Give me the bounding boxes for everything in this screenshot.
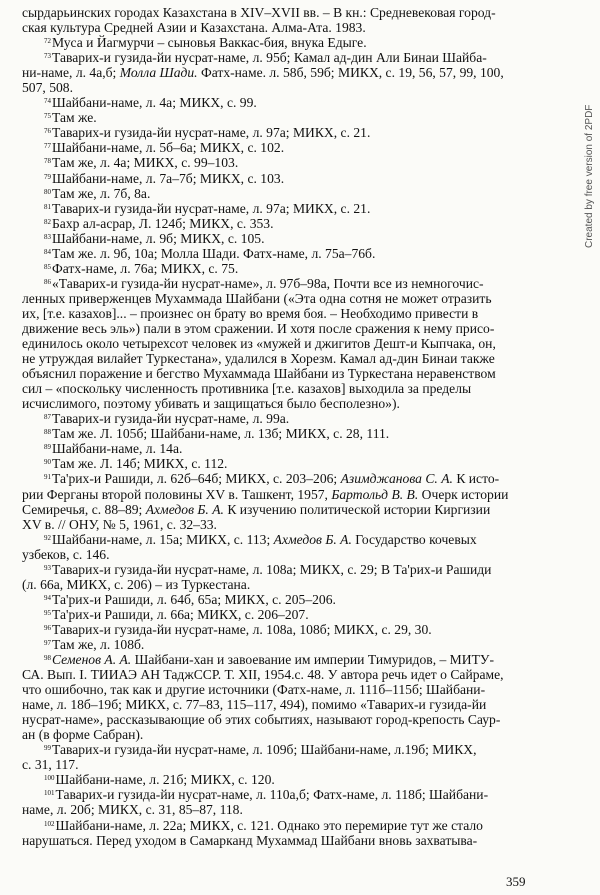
footnotes-block — [22, 5, 568, 848]
footnote-96 — [22, 622, 568, 637]
footnote-number: 79 — [44, 172, 51, 181]
text-line: Муса и Йагмурчи – сыновья Ваккас-бия, внука Едыге. — [52, 35, 367, 51]
text-line: Таварих-и гузида-йи нусрат-наме, л. 108а, 108б; МИКХ, с. 29, 30. — [52, 621, 432, 637]
text-line: ленных приверженцев Мухаммада Шайбани («Эта одна сотня не может отразить — [22, 290, 492, 306]
footnote-90 — [22, 456, 568, 471]
footnote-number: 101 — [44, 789, 55, 798]
text-line: Шайбани-наме, л. 14а. — [52, 441, 183, 457]
text-line: Там же. Л. 105б; Шайбани-наме, л. 13б; МИКХ, с. 28, 111. — [52, 426, 390, 442]
footnote-number: 88 — [44, 428, 51, 437]
text-line: ская культура Средней Азии и Казахстана. Алма-Ата. 1983. — [22, 20, 366, 36]
footnote-85 — [22, 261, 568, 276]
text-line: Шайбани-наме, л. 22а; МИКХ, с. 121. Однако это перемирие тут же стало — [55, 817, 483, 833]
footnote-91 — [22, 471, 568, 531]
footnote-number: 98 — [44, 654, 51, 663]
footnote-number: 89 — [44, 443, 51, 452]
footnote-89 — [22, 441, 568, 456]
footnote-number: 74 — [44, 97, 51, 106]
footnote-83 — [22, 231, 568, 246]
text-line: Таварих-и гузида-йи нусрат-наме, л. 97а; МИКХ, с. 21. — [52, 200, 371, 216]
footnote-72 — [22, 35, 568, 50]
footnote-number: 75 — [44, 112, 51, 121]
text-line: ни-наме, л. 4а,б; Молла Шади. Фатх-наме. л. 58б, 59б; МИКХ, с. 19, 56, 57, 99, 100, — [22, 65, 504, 81]
text-line: Таварих-и гузида-йи нусрат-наме, л. 99а. — [52, 411, 290, 427]
text-line: Та'рих-и Рашиди, л. 64б, 65а; МИКХ, с. 205–206. — [52, 591, 336, 607]
text-line: что ошибочно, так как и другие источники (Фатх-наме, л. 111б–115б; Шайбани- — [22, 682, 486, 698]
text-line: XV в. // ОНУ, № 5, 1961, с. 32–33. — [22, 516, 217, 532]
text-line: Шайбани-наме, л. 21б; МИКХ, с. 120. — [55, 772, 275, 788]
text-line: движение весь эль») пали в этом сражении. И хотя после сражения к нему присо- — [22, 320, 495, 336]
text-line: СА. Вып. I. ТИИАЭ АН ТаджССР. Т. XII, 1954.с. 48. У автора речь идет о Сайраме, — [22, 667, 504, 683]
text-line: Таварих-и гузида-йи нусрат-наме, л. 97а; МИКХ, с. 21. — [52, 125, 371, 141]
footnote-number: 90 — [44, 458, 51, 467]
text-line: узбеков, с. 146. — [22, 546, 110, 562]
author-name: Семенов А. А. — [52, 652, 132, 668]
text-line: наме, л. 18б–19б; МИКХ, с. 77–83, 115–117, 494), помимо «Таварих-и гузида-йи — [22, 697, 487, 713]
footnote-number: 73 — [44, 52, 51, 61]
footnote-75 — [22, 110, 568, 125]
text-line: Таварих-и гузида-йи нусрат-наме, л. 109б; Шайбани-наме, л.19б; МИКХ, — [52, 742, 477, 758]
footnote-76 — [22, 125, 568, 140]
text-line: Там же. л. 9б, 10а; Молла Шади. Фатх-наме, л. 75а–76б. — [52, 245, 376, 261]
text-line: Там же. — [52, 110, 97, 126]
text-line: Там же, л. 7б, 8а. — [52, 185, 151, 201]
page-number: 359 — [506, 874, 526, 889]
text-line: сил – «поскольку численность противника [т.е. казахов] выходила за пределы — [22, 381, 472, 397]
footnote-number: 102 — [44, 819, 55, 828]
text-line: Там же. Л. 14б; МИКХ, с. 112. — [52, 456, 228, 472]
footnote-77 — [22, 140, 568, 155]
text-line: Фатх-наме, л. 76а; МИКХ, с. 75. — [52, 260, 239, 276]
text-line: наме, л. 20б; МИКХ, с. 31, 85–87, 118. — [22, 802, 243, 818]
footnote-number: 95 — [44, 608, 51, 617]
text-line: 507, 508. — [22, 80, 73, 96]
footnote-101 — [22, 787, 568, 817]
text-line: исчислимого, поэтому убивать и защищаться было бесполезно»). — [22, 396, 400, 412]
footnote-number: 96 — [44, 623, 51, 632]
footnote-number: 85 — [44, 262, 51, 271]
footnote-number: 78 — [44, 157, 51, 166]
watermark: Created by free version of 2PDF — [584, 104, 595, 248]
text-line: нарушаться. Перед уходом в Самарканд Мухаммад Шайбани вновь захватыва- — [22, 832, 478, 848]
text-line: Шайбани-наме, л. 9б; МИКХ, с. 105. — [52, 230, 265, 246]
footnote-74 — [22, 95, 568, 110]
text-line: с. 31, 117. — [22, 757, 79, 773]
footnote-99 — [22, 742, 568, 772]
footnote-number: 80 — [44, 187, 51, 196]
text-line: Бахр ал-асрар, Л. 124б; МИКХ, с. 353. — [52, 215, 274, 231]
author-name: Азимджанова С. А. — [340, 471, 453, 487]
text-line: нусрат-наме», рассказывающие об этих событиях, называют город-крепость Саур- — [22, 712, 501, 728]
text-line: не утруждая вилайет Туркестана», удалился в Хорезм. Камал ад-дин Бинаи также — [22, 351, 495, 367]
footnote-number: 92 — [44, 533, 51, 542]
footnote-number: 81 — [44, 202, 51, 211]
footnote-82 — [22, 216, 568, 231]
footnote-number: 84 — [44, 247, 51, 256]
footnote-87 — [22, 411, 568, 426]
text-line: Там же, л. 4а; МИКХ, с. 99–103. — [52, 155, 239, 171]
footnote-number: 93 — [44, 563, 51, 572]
footnote-number: 100 — [44, 774, 55, 783]
text-line: (л. 66а, МИКХ, с. 206) – из Туркестана. — [22, 576, 251, 592]
footnote-number: 97 — [44, 638, 51, 647]
footnote-number: 83 — [44, 232, 51, 241]
footnote-93 — [22, 562, 568, 592]
text-line: Шайбани-наме, л. 15а; МИКХ, с. 113; Ахмедов Б. А. Государство кочевых — [52, 531, 477, 547]
footnote-number: 76 — [44, 127, 51, 136]
footnote-71-continued — [22, 5, 568, 35]
footnote-number: 99 — [44, 744, 51, 753]
footnote-number: 94 — [44, 593, 51, 602]
footnote-number: 87 — [44, 413, 51, 422]
text-line: единилось около четырехсот человек из «мужей и джигитов Дешт-и Кыпчака, он, — [22, 336, 496, 352]
footnote-95 — [22, 607, 568, 622]
footnote-79 — [22, 171, 568, 186]
footnote-102 — [22, 818, 568, 848]
footnote-78 — [22, 155, 568, 170]
footnote-84 — [22, 246, 568, 261]
footnote-80 — [22, 186, 568, 201]
footnote-73 — [22, 50, 568, 95]
text-line: Там же, л. 108б. — [52, 636, 145, 652]
footnote-92 — [22, 532, 568, 562]
footnote-100 — [22, 772, 568, 787]
footnote-94 — [22, 592, 568, 607]
text-line: Шайбани-наме, л. 5б–6а; МИКХ, с. 102. — [52, 140, 285, 156]
footnote-86 — [22, 276, 568, 411]
text-line: Та'рих-и Рашиди, л. 66а; МИКХ, с. 206–207. — [52, 606, 309, 622]
text-line: Шайбани-наме, л. 4а; МИКХ, с. 99. — [52, 95, 257, 111]
text-line: Таварих-и гузида-йи нусрат-наме, л. 108а; МИКХ, с. 29; В Та'рих-и Рашиди — [52, 561, 492, 577]
footnote-number: 91 — [44, 473, 51, 482]
author-name: Бартольд В. В. — [331, 486, 419, 502]
text-line: Шайбани-наме, л. 7а–7б; МИКХ, с. 103. — [52, 170, 285, 186]
text-line: рии Ферганы второй половины XV в. Ташкент, 1957, Бартольд В. В. Очерк истории — [22, 486, 509, 502]
text-line: ан (в форме Сабран). — [22, 727, 144, 743]
footnote-81 — [22, 201, 568, 216]
text-line: «Таварих-и гузида-йи нусрат-наме», л. 97б–98а, Почти все из немногочис- — [52, 275, 484, 291]
text-line: Таварих-и гузида-йи нусрат-наме, л. 95б; Камал ад-дин Али Бинаи Шайба- — [52, 50, 487, 66]
footnote-97 — [22, 637, 568, 652]
footnote-number: 86 — [44, 277, 51, 286]
author-name: Ахмедов Б. А. — [273, 531, 352, 547]
footnote-98 — [22, 652, 568, 742]
text-line: Семенов А. А. Шайбани-хан и завоевание им империи Тимуридов, – МИТУ- — [52, 652, 495, 668]
footnote-number: 82 — [44, 217, 51, 226]
footnote-number: 77 — [44, 142, 51, 151]
text-line: сырдарьинских городах Казахстана в XIV–XVII вв. – В кн.: Средневековая город- — [22, 5, 496, 20]
footnote-number: 72 — [44, 37, 51, 46]
text-line: Та'рих-и Рашиди, л. 62б–64б; МИКХ, с. 203–206; Азимджанова С. А. К исто- — [52, 471, 500, 487]
text-line: их, [т.е. казахов]... – произнес он брату во время боя. – Необходимо привести в — [22, 305, 479, 321]
text-line: Таварих-и гузида-йи нусрат-наме, л. 110а,б; Фатх-наме, л. 118б; Шайбани- — [55, 787, 489, 803]
footnote-88 — [22, 426, 568, 441]
text-line: Семиречья, с. 88–89; Ахмедов Б. А. К изучению политической истории Киргизии — [22, 501, 491, 517]
author-name: Молла Шади. — [119, 65, 198, 81]
text-line: объяснил поражение и бегство Мухаммада Шайбани из Туркестана неравенством — [22, 366, 496, 382]
author-name: Ахмедов Б. А. — [145, 501, 224, 517]
